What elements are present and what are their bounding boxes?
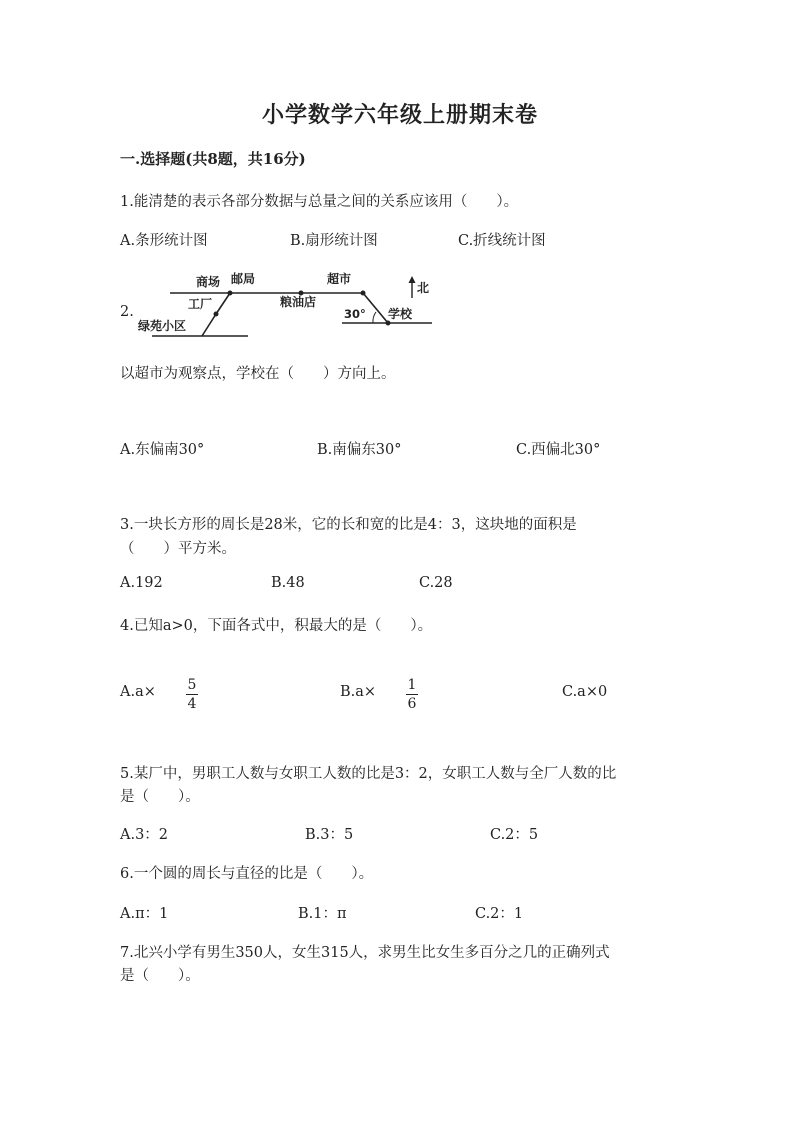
label-north: 北 (417, 281, 430, 295)
label-grain-store: 粮油店 (280, 295, 317, 309)
question-4-stem: 4.已知a>0，下面各式中，积最大的是（ ）。 (120, 618, 433, 634)
question-3-stem-line-1: 3.一块长方形的周长是28米，它的长和宽的比是4：3，这块地的面积是 (120, 517, 577, 533)
question-7-stem-line-2: 是（ ）。 (120, 968, 200, 984)
question-1-option-b: B.扇形统计图 (290, 233, 378, 249)
route-post-factory (216, 293, 230, 314)
question-2-number: 2. (120, 304, 134, 320)
route-factory-community (202, 314, 216, 336)
question-1-option-a: A.条形统计图 (120, 233, 208, 249)
question-4-option-a-prefix: A.a× (120, 684, 156, 700)
question-6-option-b: B.1：π (298, 906, 347, 922)
fraction-numerator: 5 (187, 677, 197, 693)
question-7-stem-line-1: 7.北兴小学有男生350人，女生315人，求男生比女生多百分之几的正确列式 (120, 945, 610, 961)
label-angle: 30° (344, 307, 366, 321)
question-5-stem-line-1: 5.某厂中，男职工人数与女职工人数的比是3：2，女职工人数与全厂人数的比 (120, 766, 617, 782)
label-post-office: 邮局 (231, 272, 256, 286)
question-2-option-b: B.南偏东30° (317, 442, 402, 458)
question-3-option-c: C.28 (419, 575, 453, 591)
post-point (228, 291, 233, 296)
label-community: 绿苑小区 (138, 319, 187, 333)
fraction-denominator: 6 (407, 696, 417, 712)
question-6-option-a: A.π：1 (120, 906, 169, 922)
fraction-numerator: 1 (407, 677, 417, 693)
direction-map-diagram (130, 268, 440, 340)
question-6-option-c: C.2：1 (475, 906, 524, 922)
question-4-option-c: C.a×0 (562, 684, 608, 700)
factory-point (214, 312, 219, 317)
question-3-option-b: B.48 (271, 575, 305, 591)
label-school: 学校 (388, 307, 413, 321)
fraction-denominator: 4 (187, 696, 197, 712)
question-2-option-a: A.东偏南30° (120, 442, 205, 458)
label-factory: 工厂 (188, 297, 213, 311)
question-5-option-a: A.3：2 (120, 827, 169, 843)
question-1-stem: 1.能清楚的表示各部分数据与总量之间的关系应该用（ ）。 (120, 194, 519, 210)
label-mall: 商场 (196, 275, 221, 289)
question-5-option-b: B.3：5 (305, 827, 354, 843)
question-2-option-c: C.西偏北30° (516, 442, 601, 458)
question-4-option-a-fraction (185, 677, 199, 712)
question-5-option-c: C.2：5 (490, 827, 539, 843)
route-supermarket-school (363, 293, 388, 323)
question-2-stem: 以超市为观察点，学校在（ ）方向上。 (120, 366, 396, 382)
supermarket-point (361, 291, 366, 296)
angle-arc (373, 312, 376, 323)
question-4-option-b-prefix: B.a× (340, 684, 377, 700)
question-3-option-a: A.192 (120, 575, 163, 591)
page-title: 小学数学六年级上册期末卷 (261, 102, 538, 128)
section-heading: 一.选择题(共8题，共16分) (120, 150, 306, 168)
question-5-stem-line-2: 是（ ）。 (120, 789, 200, 805)
north-arrowhead-icon (409, 276, 416, 283)
question-1-option-c: C.折线统计图 (458, 233, 546, 249)
question-4-option-b-fraction (405, 677, 419, 712)
label-supermarket: 超市 (327, 272, 352, 286)
question-3-stem-line-2: （ ）平方米。 (120, 541, 236, 557)
question-6-stem: 6.一个圆的周长与直径的比是（ ）。 (120, 866, 374, 882)
school-point (386, 321, 391, 326)
